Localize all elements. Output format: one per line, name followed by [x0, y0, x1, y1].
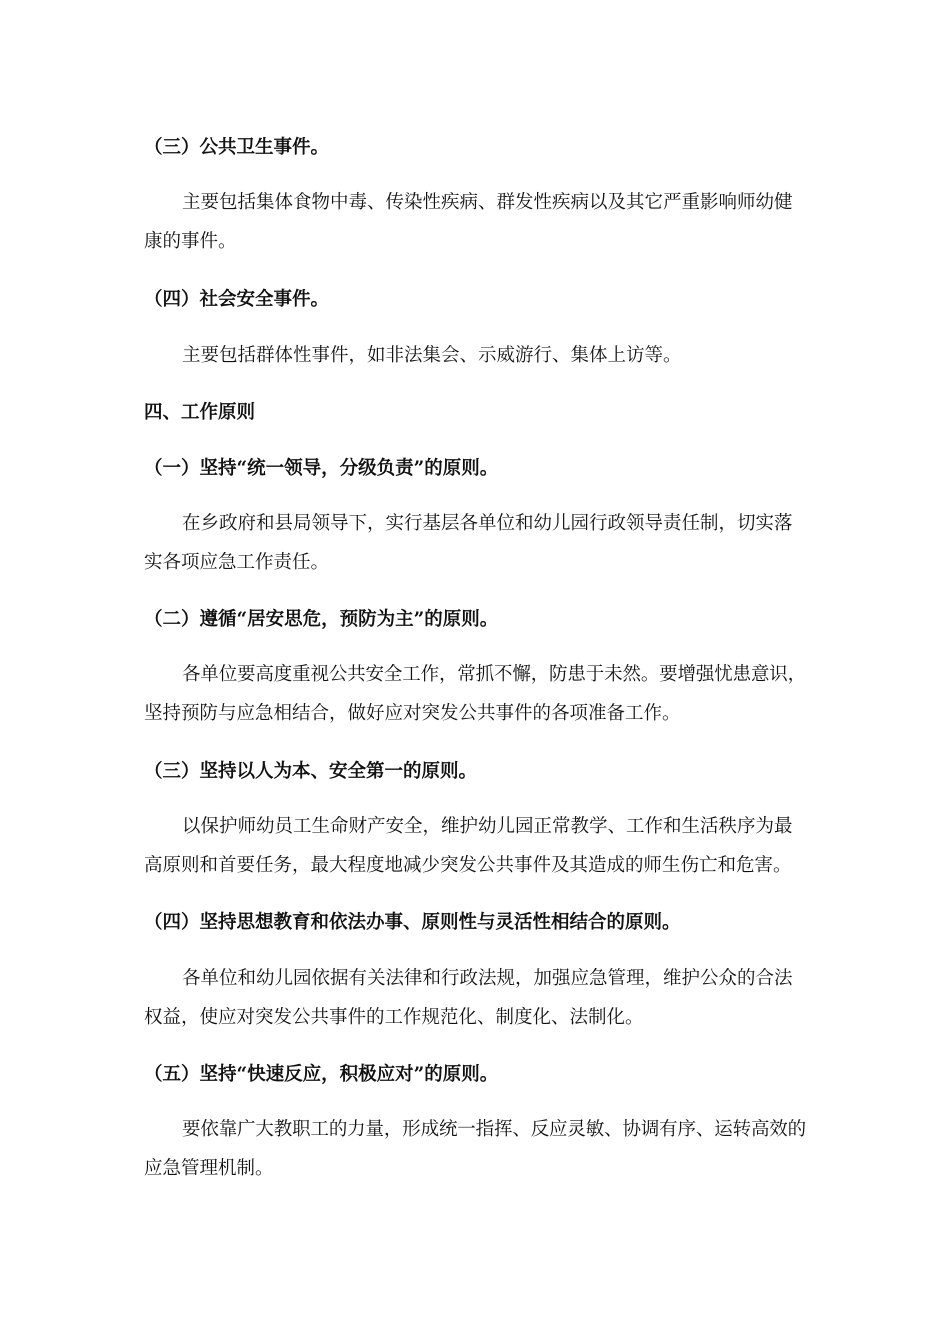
paragraph-line: 权益，使应对突发公共事件的工作规范化、制度化、法制化。 [144, 1007, 644, 1028]
section-title-work-principles: 四、工作原则 [144, 402, 256, 423]
principle-heading-1: （一）坚持“统一领导，分级负责”的原则。 [144, 458, 499, 479]
section-heading-social-security: （四）社会安全事件。 [144, 289, 330, 310]
paragraph-line: 坚持预防与应急相结合，做好应对突发公共事件的各项准备工作。 [144, 703, 681, 724]
paragraph-line: 以保护师幼员工生命财产安全，维护幼儿园正常教学、工作和生活秩序为最 [182, 816, 793, 837]
section-heading-public-health: （三）公共卫生事件。 [144, 137, 330, 158]
principle-heading-3: （三）坚持以人为本、安全第一的原则。 [144, 761, 478, 782]
paragraph-line: 各单位要高度重视公共安全工作，常抓不懈，防患于未然。要增强忧患意识， [182, 664, 807, 685]
paragraph-line: 主要包括群体性事件，如非法集会、示威游行、集体上访等。 [182, 345, 682, 366]
paragraph-line: 要依靠广大教职工的力量，形成统一指挥、反应灵敏、协调有序、运转高效的 [182, 1119, 807, 1140]
paragraph-line: 应急管理机制。 [144, 1158, 274, 1179]
paragraph-line: 主要包括集体食物中毒、传染性疾病、群发性疾病以及其它严重影响师幼健 [182, 192, 793, 213]
paragraph-line: 各单位和幼儿园依据有关法律和行政法规，加强应急管理，维护公众的合法 [182, 968, 793, 989]
principle-heading-2: （二）遵循“居安思危，预防为主”的原则。 [144, 609, 499, 630]
paragraph-line: 高原则和首要任务，最大程度地减少突发公共事件及其造成的师生伤亡和危害。 [144, 855, 792, 876]
principle-heading-4: （四）坚持思想教育和依法办事、原则性与灵活性相结合的原则。 [144, 912, 681, 933]
paragraph-line: 康的事件。 [144, 231, 237, 252]
paragraph-line: 实各项应急工作责任。 [144, 552, 330, 573]
paragraph-line: 在乡政府和县局领导下，实行基层各单位和幼儿园行政领导责任制，切实落 [182, 513, 793, 534]
principle-heading-5: （五）坚持“快速反应，积极应对”的原则。 [144, 1064, 499, 1085]
